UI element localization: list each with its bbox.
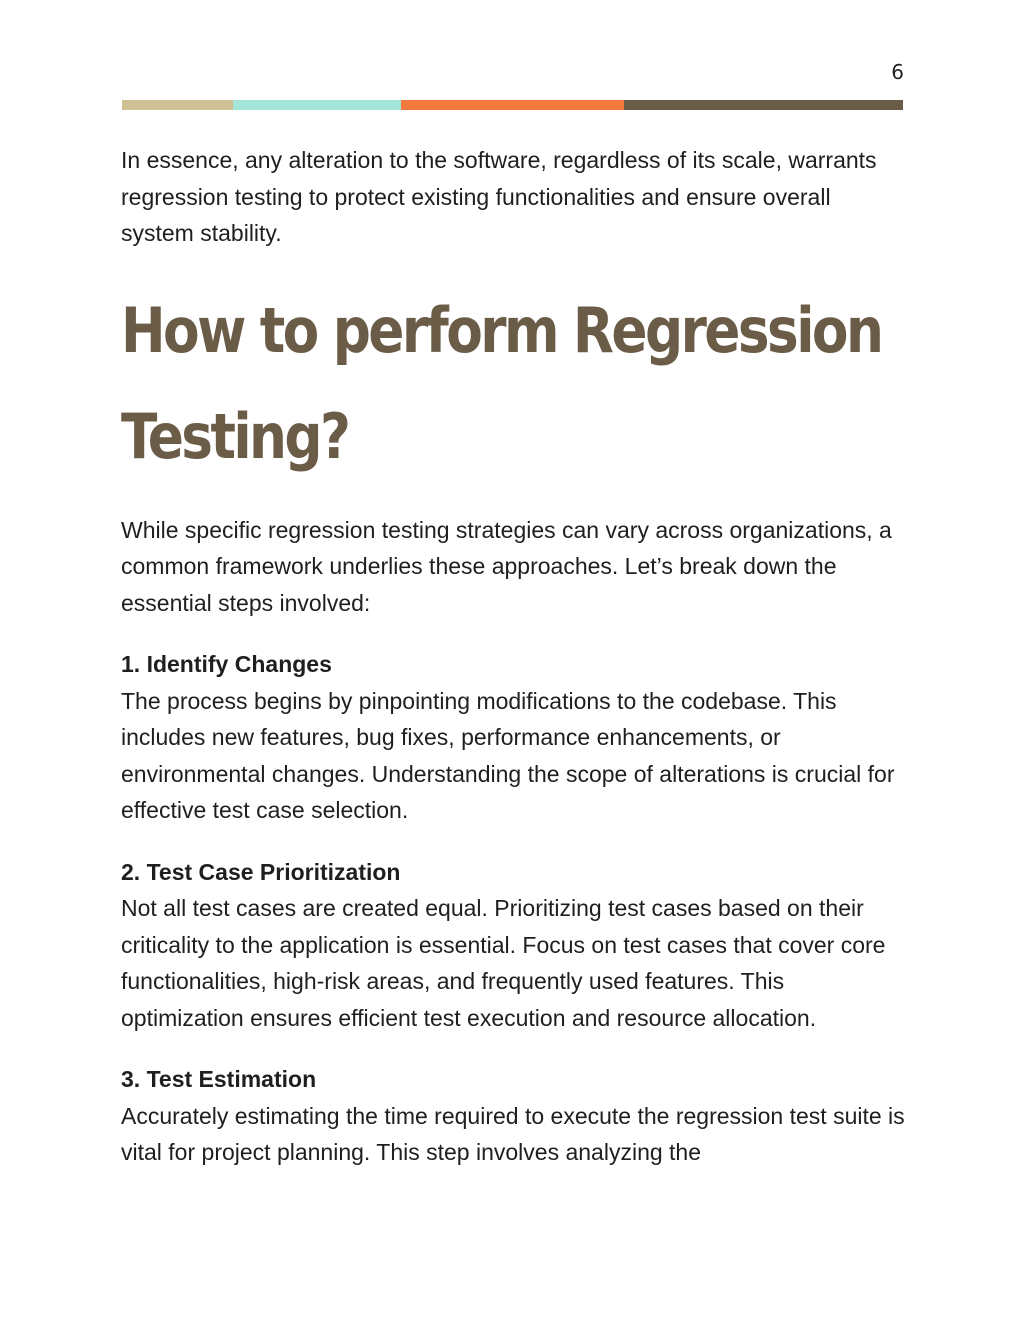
step-title: 2. Test Case Prioritization xyxy=(121,858,401,885)
page-number: 6 xyxy=(891,60,904,84)
lead-paragraph: While specific regression testing strategies can vary across organizations, a common framework underlies these approaches. Let’s break down the essential steps involved: xyxy=(121,516,892,616)
step-body: The process begins by pinpointing modifications to the codebase. This includes new features, bug fixes, performance enhancements, or environmental changes. Understanding the scope of alterations is crucial for effective test case selection. xyxy=(121,687,895,823)
step-identify-changes xyxy=(121,646,907,829)
step-body: Not all test cases are created equal. Prioritizing test cases based on their criticality to the application is essential. Focus on test cases that cover core functionalities, high-risk areas, and frequently used features. This optimization ensures efficient test execution and resource allocation. xyxy=(121,895,886,1031)
step-test-case-prioritization xyxy=(121,854,907,1037)
color-bar-segment-mint xyxy=(233,100,401,110)
step-title: 3. Test Estimation xyxy=(121,1066,317,1092)
section-heading xyxy=(121,278,895,490)
color-bar-segment-tan xyxy=(122,100,233,110)
color-bar-segment-brown xyxy=(624,100,903,110)
header-color-bar xyxy=(122,100,903,110)
color-bar-segment-orange xyxy=(401,100,624,110)
document-body xyxy=(121,142,907,1196)
step-body: Accurately estimating the time required to execute the regression test suite is vital for project planning. This step involves analyzing the xyxy=(121,1102,905,1165)
intro-paragraph: In essence, any alteration to the software, regardless of its scale, warrants regression testing to protect existing functionalities and ensure overall system stability. xyxy=(121,147,877,246)
step-title: 1. Identify Changes xyxy=(121,651,332,677)
step-test-estimation xyxy=(121,1061,907,1171)
section-heading-line-1: How to perform Regression xyxy=(121,293,882,367)
section-heading-line-2: Testing? xyxy=(121,399,349,473)
